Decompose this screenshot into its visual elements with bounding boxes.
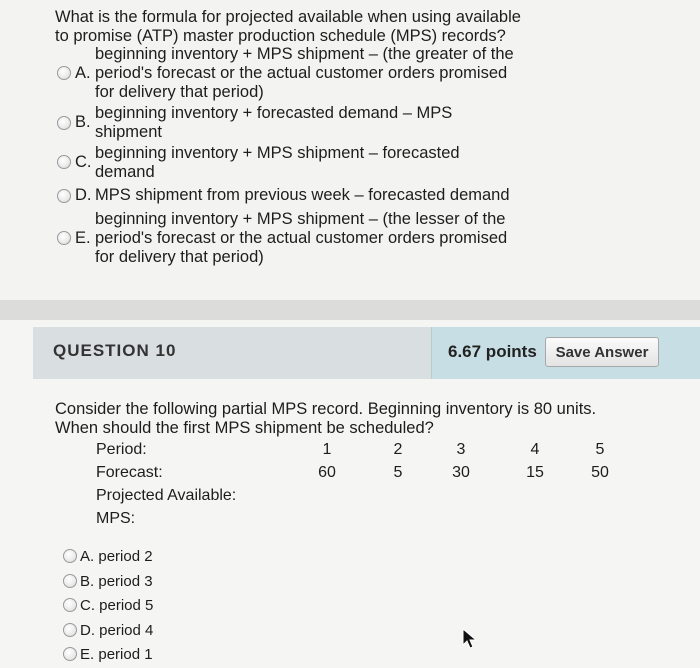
period-label: Period: (96, 441, 147, 458)
q10-option-c-letter: C. (80, 597, 95, 614)
q9-option-c-line-2: demand (95, 163, 155, 181)
period-value: 1 (322, 441, 332, 458)
period-value: 5 (595, 441, 605, 458)
save-answer-button[interactable]: Save Answer (545, 337, 659, 367)
forecast-value: 60 (318, 464, 336, 481)
period-value: 4 (530, 441, 540, 458)
forecast-label: Forecast: (96, 464, 163, 481)
q9-option-e-line-3: for delivery that period) (95, 248, 264, 266)
question-10-prompt-line-2: When should the first MPS shipment be scheduled? (55, 419, 434, 437)
mouse-cursor-icon (462, 628, 478, 650)
q10-option-e-radio[interactable] (63, 647, 77, 661)
q10-option-e-label[interactable] (80, 645, 153, 664)
q10-option-c-radio[interactable] (63, 598, 77, 612)
question-9-prompt-line-2: to promise (ATP) master production schedule (MPS) records? (55, 27, 506, 45)
forecast-value: 30 (452, 464, 470, 481)
q9-option-d-radio[interactable] (57, 189, 71, 203)
forecast-value: 15 (526, 464, 544, 481)
q10-option-d-label[interactable] (80, 621, 153, 640)
q9-option-a-letter: A. (75, 64, 91, 82)
question-points: 6.67 points (448, 342, 537, 361)
q9-option-d-line-1: MPS shipment from previous week – forecasted demand (95, 186, 510, 204)
q10-option-b-radio[interactable] (63, 574, 77, 588)
q9-option-e-line-1: beginning inventory + MPS shipment – (the lesser of the (95, 210, 506, 228)
q10-option-e-letter: E. (80, 646, 95, 663)
question-10-header (33, 327, 700, 379)
forecast-value: 5 (393, 464, 403, 481)
q10-option-e-text: period 1 (98, 646, 153, 663)
q10-option-b-text: period 3 (98, 573, 153, 590)
q9-option-b-radio[interactable] (57, 116, 71, 130)
q10-option-a-text: period 2 (98, 548, 153, 565)
q9-option-c-letter: C. (75, 153, 92, 171)
q9-option-c-line-1: beginning inventory + MPS shipment – forecasted (95, 144, 460, 162)
question-number-bar (33, 327, 431, 379)
question-divider (0, 300, 700, 320)
q10-option-a-letter: A. (80, 548, 95, 565)
mps-label: MPS: (96, 510, 136, 527)
q10-option-a-label[interactable] (80, 547, 153, 566)
q10-option-d-letter: D. (80, 622, 95, 639)
points-box (431, 327, 700, 379)
q9-option-d-letter: D. (75, 186, 92, 204)
q9-option-b-letter: B. (75, 113, 91, 131)
q9-option-b-line-2: shipment (95, 123, 162, 141)
q10-option-b-letter: B. (80, 573, 95, 590)
q10-option-b-label[interactable] (80, 572, 153, 591)
q10-option-c-label[interactable] (80, 596, 153, 615)
q9-option-c-radio[interactable] (57, 155, 71, 169)
q10-option-c-text: period 5 (99, 597, 154, 614)
question-10-prompt-line-1: Consider the following partial MPS record. Beginning inventory is 80 units. (55, 400, 597, 418)
q9-option-a-radio[interactable] (57, 66, 71, 80)
q9-option-e-line-2: period's forecast or the actual customer orders promised (95, 229, 508, 247)
projected-available-label: Projected Available: (96, 487, 237, 504)
q9-option-a-line-3: for delivery that period) (95, 83, 264, 101)
question-9-panel (0, 0, 700, 300)
q9-option-a-line-1: beginning inventory + MPS shipment – (the greater of the (95, 45, 514, 63)
period-value: 2 (393, 441, 403, 458)
q9-option-a-line-2: period's forecast or the actual customer orders promised (95, 64, 508, 82)
q10-option-d-radio[interactable] (63, 623, 77, 637)
q9-option-e-letter: E. (75, 229, 91, 247)
forecast-value: 50 (591, 464, 609, 481)
q10-option-a-radio[interactable] (63, 549, 77, 563)
q9-option-b-line-1: beginning inventory + forecasted demand – MPS (95, 104, 453, 122)
q10-option-d-text: period 4 (99, 622, 154, 639)
question-9-prompt-line-1: What is the formula for projected available when using available (55, 8, 521, 26)
period-value: 3 (456, 441, 466, 458)
q9-option-e-radio[interactable] (57, 231, 71, 245)
question-title: QUESTION 10 (53, 341, 177, 360)
